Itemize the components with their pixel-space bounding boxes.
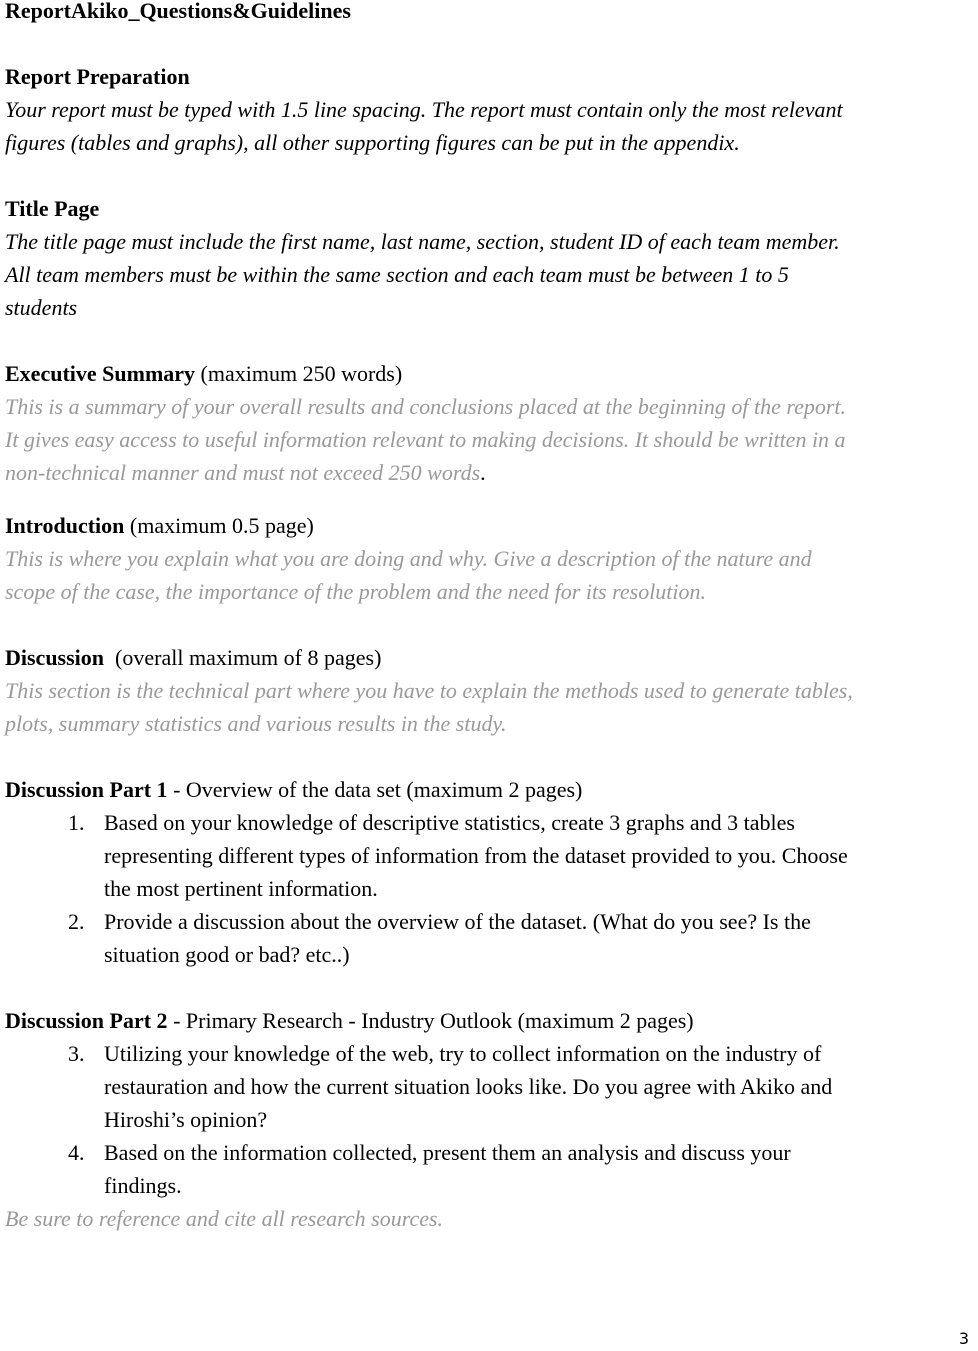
discussion-part1-note: - Overview of the data set (maximum 2 pages) xyxy=(167,777,583,802)
discussion-note: (overall maximum of 8 pages) xyxy=(104,645,382,670)
discussion-part1-heading: Discussion Part 1 xyxy=(5,777,168,802)
executive-summary-line: non-technical manner and must not exceed 250 words xyxy=(5,460,481,485)
page-number: 3 xyxy=(958,1329,969,1348)
document-title: ReportAkiko_Questions&Guidelines xyxy=(5,0,351,23)
executive-summary-note: (maximum 250 words) xyxy=(195,361,403,386)
discussion-line: This section is the technical part where you have to explain the methods used to generate tables, xyxy=(5,678,853,703)
spacer xyxy=(5,159,973,192)
discussion-part1-heading-line xyxy=(5,773,973,806)
report-preparation-line: Your report must be typed with 1.5 line spacing. The report must contain only the most relevant xyxy=(5,97,843,122)
executive-summary-last-line xyxy=(5,456,973,489)
list-item-number: 2. xyxy=(68,909,85,934)
introduction-heading: Introduction xyxy=(5,513,125,538)
list-item xyxy=(5,1037,973,1136)
executive-summary-line: It gives easy access to useful information relevant to making decisions. It should be written in a xyxy=(5,427,846,452)
discussion-part2-heading-line xyxy=(5,1004,973,1037)
discussion-part2-heading: Discussion Part 2 xyxy=(5,1008,168,1033)
executive-summary-line: This is a summary of your overall results and conclusions placed at the beginning of the report. xyxy=(5,394,847,419)
title-page-line: The title page must include the first name, last name, section, student ID of each team member. xyxy=(5,229,840,254)
discussion-heading-line xyxy=(5,641,973,674)
introduction-line: scope of the case, the importance of the problem and the need for its resolution. xyxy=(5,579,707,604)
list-item-line: representing different types of information from the dataset provided to you. Choose xyxy=(104,843,848,868)
discussion-line: plots, summary statistics and various results in the study. xyxy=(5,711,507,736)
discussion-part2-list xyxy=(5,1037,973,1202)
list-item-line: restauration and how the current situation looks like. Do you agree with Akiko and xyxy=(104,1074,833,1099)
executive-summary-heading-line xyxy=(5,357,973,390)
introduction-line: This is where you explain what you are doing and why. Give a description of the nature and xyxy=(5,546,812,571)
discussion-part1-list xyxy=(5,806,973,971)
list-item-line: Hiroshi’s opinion? xyxy=(104,1107,268,1132)
discussion-part2-note: - Primary Research - Industry Outlook (maximum 2 pages) xyxy=(167,1008,694,1033)
discussion-heading: Discussion xyxy=(5,645,105,670)
spacer xyxy=(5,27,973,60)
list-item-line: the most pertinent information. xyxy=(104,876,378,901)
executive-summary-heading: Executive Summary xyxy=(5,361,196,386)
title-page-heading: Title Page xyxy=(5,196,100,221)
list-item-line: Based on your knowledge of descriptive statistics, create 3 graphs and 3 tables xyxy=(104,810,795,835)
list-item-line: findings. xyxy=(104,1173,182,1198)
title-page-line: All team members must be within the same section and each team must be between 1 to 5 xyxy=(5,262,789,287)
list-item-line: situation good or bad? etc..) xyxy=(104,942,350,967)
introduction-note: (maximum 0.5 page) xyxy=(124,513,314,538)
list-item-line: Provide a discussion about the overview of the dataset. (What do you see? Is the xyxy=(104,909,811,934)
list-item-number: 4. xyxy=(68,1140,85,1165)
introduction-heading-line xyxy=(5,509,973,542)
title-page-line: students xyxy=(5,295,78,320)
spacer xyxy=(5,324,973,357)
list-item xyxy=(5,1136,973,1202)
spacer xyxy=(5,489,973,509)
executive-summary-period: . xyxy=(480,460,486,485)
research-sources-note: Be sure to reference and cite all research sources. xyxy=(5,1206,444,1231)
spacer xyxy=(5,608,973,641)
report-preparation-line: figures (tables and graphs), all other supporting figures can be put in the appendix. xyxy=(5,130,740,155)
list-item-number: 1. xyxy=(68,810,85,835)
spacer xyxy=(5,971,973,1004)
list-item-line: Utilizing your knowledge of the web, try to collect information on the industry of xyxy=(104,1041,822,1066)
list-item xyxy=(5,806,973,905)
list-item-number: 3. xyxy=(68,1041,85,1066)
spacer xyxy=(5,740,973,773)
document-body xyxy=(5,0,973,1235)
list-item xyxy=(5,905,973,971)
list-item-line: Based on the information collected, present them an analysis and discuss your xyxy=(104,1140,791,1165)
report-preparation-heading: Report Preparation xyxy=(5,64,190,89)
